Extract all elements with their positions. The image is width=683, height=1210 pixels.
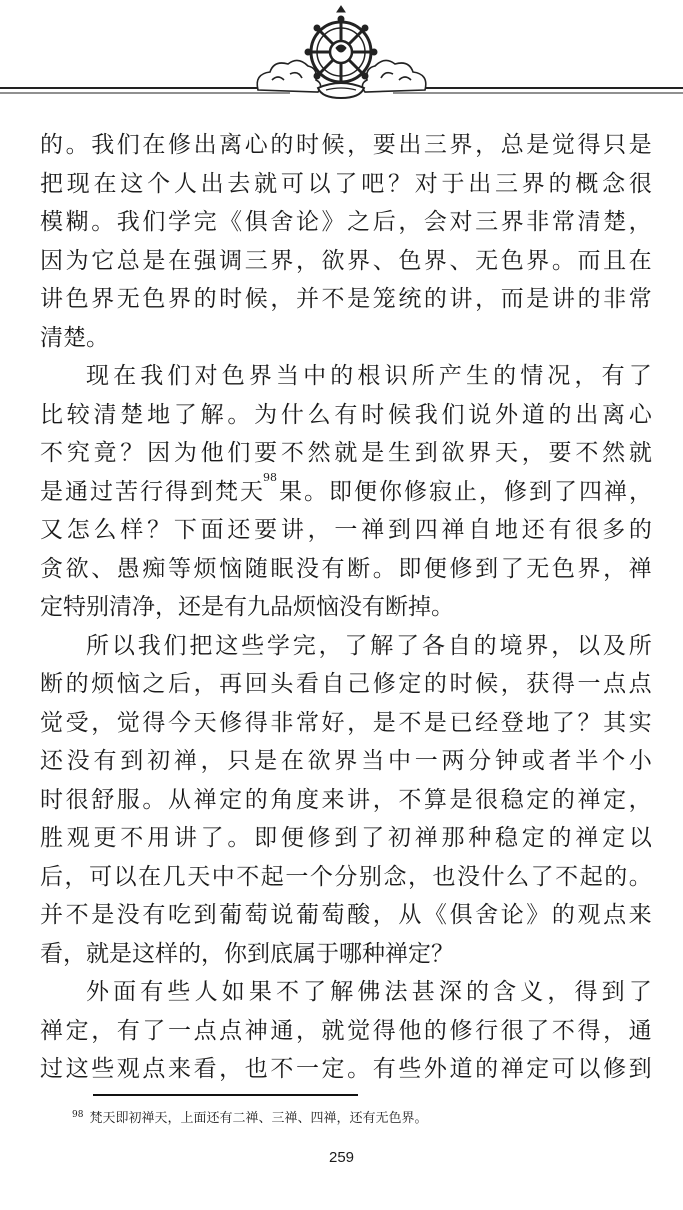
text-line: 讲 色 界 无 色 界 的 时 候 ， 并 不 是 笼 统 的 讲 ， 而 是 讲 的 非 常 [40,286,652,312]
text-line: 比 较 清 楚 地 了 解 。 为 什 么 有 时 候 我 们 说 外 道 的 出 离 心 [40,401,652,428]
text-line: 后 ， 可 以 在 几 天 中 不 起 一 个 分 别 念 ， 也 没 什 么 了 不 起 的 。 [40,863,652,890]
text-line: 又 怎 么 样 ？ 下 面 还 要 讲 ， 一 禅 到 四 禅 自 地 还 有 很 多 的 [40,517,652,543]
text-line: 时 很 舒 服 。 从 禅 定 的 角 度 来 讲 ， 不 算 是 很 稳 定 的 禅 定 ， [40,786,652,813]
text-line: 是 通 过 苦 行 得 到 梵 天$^{98}$ 果 。 即 便 你 修 寂 止 ， 修 到 了 四 禅 ， [40,472,652,505]
text-line: 觉 受 ， 觉 得 今 天 修 得 非 常 好 ， 是 不 是 已 经 登 地 了 ？ 其 实 [40,709,652,736]
text-line: 胜 观 更 不 用 讲 了 。 即 便 修 到 了 初 禅 那 种 稳 定 的 禅 定 以 [40,825,652,851]
footnote-separator [93,1094,358,1096]
text-line: 还 没 有 到 初 禅 ， 只 是 在 欲 界 当 中 一 两 分 钟 或 者 半 个 小 [40,748,652,774]
cloud-right-icon [362,60,425,92]
text-line: 清 楚 。 [40,324,109,351]
text-line: 并 不 是 没 有 吃 到 葡 萄 说 葡 萄 酸 ， 从 《 俱 舍 论 》 的 观 点 来 [40,902,652,928]
text-line: 外 面 有 些 人 如 果 不 了 解 佛 法 甚 深 的 含 义 ， 得 到 了 [86,979,652,1005]
header-ornament [0,0,683,110]
footnote-text: 梵天即初禅天，上面还有二禅、三禅、四禅，还有无色界。 [89,1111,428,1126]
text-line: 禅 定 ， 有 了 一 点 点 神 通 ， 就 觉 得 他 的 修 行 很 了 不 得 ， 通 [40,1017,652,1044]
footnote [72,1107,427,1126]
footnote-reference[interactable]: 98 [263,472,277,484]
paragraph [40,126,652,357]
text-line: 把 现 在 这 个 人 出 去 就 可 以 了 吧 ？ 对 于 出 三 界 的 概 念 很 [40,170,652,197]
text-line: 断 的 烦 恼 之 后 ， 再 回 头 看 自 己 修 定 的 时 候 ， 获 得 一 点 点 [40,671,652,697]
text-line: 的 。 我 们 在 修 出 离 心 的 时 候 ， 要 出 三 界 ， 总 是 觉 得 只 是 [40,132,652,158]
body-text [40,126,652,1089]
text-line: 现 在 我 们 对 色 界 当 中 的 根 识 所 产 生 的 情 况 ， 有 了 [86,363,652,389]
text-line: 所 以 我 们 把 这 些 学 完 ， 了 解 了 各 自 的 境 界 ， 以 及 所 [86,632,652,659]
text-line: 模 糊 。 我 们 学 完 《 俱 舍 论 》 之 后 ， 会 对 三 界 非 常 清 楚 ， [40,209,652,235]
paragraph [40,357,652,627]
text-line: 因 为 它 总 是 在 强 调 三 界 ， 欲 界 、 色 界 、 无 色 界 。 而 且 在 [40,247,652,274]
footnote-marker: 98 [72,1109,84,1120]
text-line: 看 ， 就 是 这 样 的 ， 你 到 底 属 于 哪 种 禅 定 ？ [40,940,454,967]
page-number: 259 [328,1149,355,1166]
cloud-left-icon [257,60,320,92]
text-line: 过 这 些 观 点 来 看 ， 也 不 一 定 。 有 些 外 道 的 禅 定 可 以 修 到 [40,1056,652,1082]
paragraph [40,973,652,1089]
text-line: 贪 欲 、 愚 痴 等 烦 恼 随 眠 没 有 断 。 即 便 修 到 了 无 色 界 ， 禅 [40,555,652,582]
text-line: 不 究 竟 ？ 因 为 他 们 要 不 然 就 是 生 到 欲 界 天 ， 要 不 然 就 [40,440,652,466]
paragraph [40,627,652,974]
text-line: 定 特 别 清 净 ， 还 是 有 九 品 烦 恼 没 有 断 掉 。 [40,594,454,620]
